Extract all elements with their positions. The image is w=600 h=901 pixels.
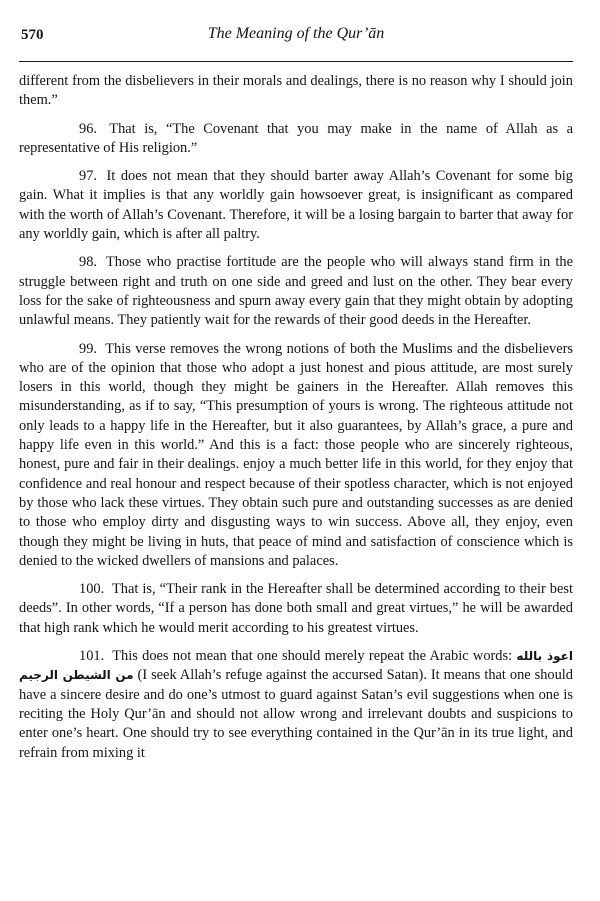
- note-text: That is, “Their rank in the Hereafter shall be determined according to their best deeds”. In other words, “If a person has done both small and great virtues,” he will be awarded that high rank which he would merit according to his greatest virtues.: [19, 581, 573, 636]
- note-number: 100.: [79, 581, 105, 598]
- note-text: That is, “The Covenant that you may make in the name of Allah as a representative of His religion.”: [19, 120, 573, 156]
- note-text-after-arabic: (I seek Allah’s refuge against the accursed Satan). It means that one should have a sincere desire and do one’s utmost to guard against Satan’s evil suggestions when one is reciting the Holy Qur’ān and should not allow wrong and irrelevant doubts and suspicions to enter one’s heart. One should try to see everything contained in the Qur’ān in its true light, and refrain from mixing it: [19, 667, 573, 761]
- note-number: 96.: [79, 120, 97, 137]
- note-97: [19, 167, 573, 244]
- note-text: This verse removes the wrong notions of both the Muslims and the disbelievers who are of the opinion that those who adopt a just honest and pious attitude, are most surely losers in this world, though they might be gainers in the Hereafter. Allah removes this misunderstanding, as if to say, “This presumption of yours is wrong. The righteous attitude not only leads to a happy life in the Hereafter, but it also guarantees, by Allah’s grace, a pure and happy life even in this world.” And this is a fact: those people who are sincerely righteous, honest, pure and fair in their dealings. enjoy a much better life in this world, for they enjoy that confidence and real honour and respect because of their spotless character, which is not enjoyed by those who lack these virtues. They obtain such pure and outstanding successes as are denied to those who employ dirty and disgusting ways to win success. Above all, they enjoy, even though they might be living in huts, that peace of mind and satisfaction of conscience which is denied to the wicked dwellers of mansions and palaces.: [19, 340, 573, 569]
- note-101: [19, 647, 573, 763]
- note-text: It does not mean that they should barter away Allah’s Covenant for some big gain. What it implies is that any worldly gain howsoever great, is insignificant as compared with the worth of Allah’s Covenant. Therefore, it will be a losing bargain to barter that away for any worldly gain, which is after all paltry.: [19, 168, 573, 243]
- page-body: [19, 72, 573, 763]
- note-number: 97.: [79, 168, 97, 185]
- running-title: The Meaning of the Qur’ān: [207, 25, 385, 42]
- note-number: 99.: [79, 340, 97, 357]
- page-header: [19, 25, 573, 62]
- note-98: [19, 253, 573, 330]
- note-99: [19, 340, 573, 572]
- continuation-paragraph: different from the disbelievers in their morals and dealings, there is no reason why I should join them.”: [19, 73, 573, 109]
- note-number: 101.: [79, 648, 105, 665]
- arabic-phrase: اعوذ بالله من الشيطن الرجيم: [19, 649, 573, 683]
- note-number: 98.: [79, 254, 97, 271]
- page-number: 570: [21, 27, 44, 43]
- note-text: Those who practise fortitude are the people who will always stand firm in the struggle between right and truth on one side and greed and lust on the other. They bear every loss for the sake of righteousness and spurn away every gain that they might obtain by adopting unlawful means. They patiently wait for the rewards of their good deeds in the Hereafter.: [19, 254, 573, 329]
- note-96: [19, 120, 573, 159]
- note-100: [19, 580, 573, 638]
- note-text-before-arabic: This does not mean that one should merely repeat the Arabic words:: [112, 648, 513, 665]
